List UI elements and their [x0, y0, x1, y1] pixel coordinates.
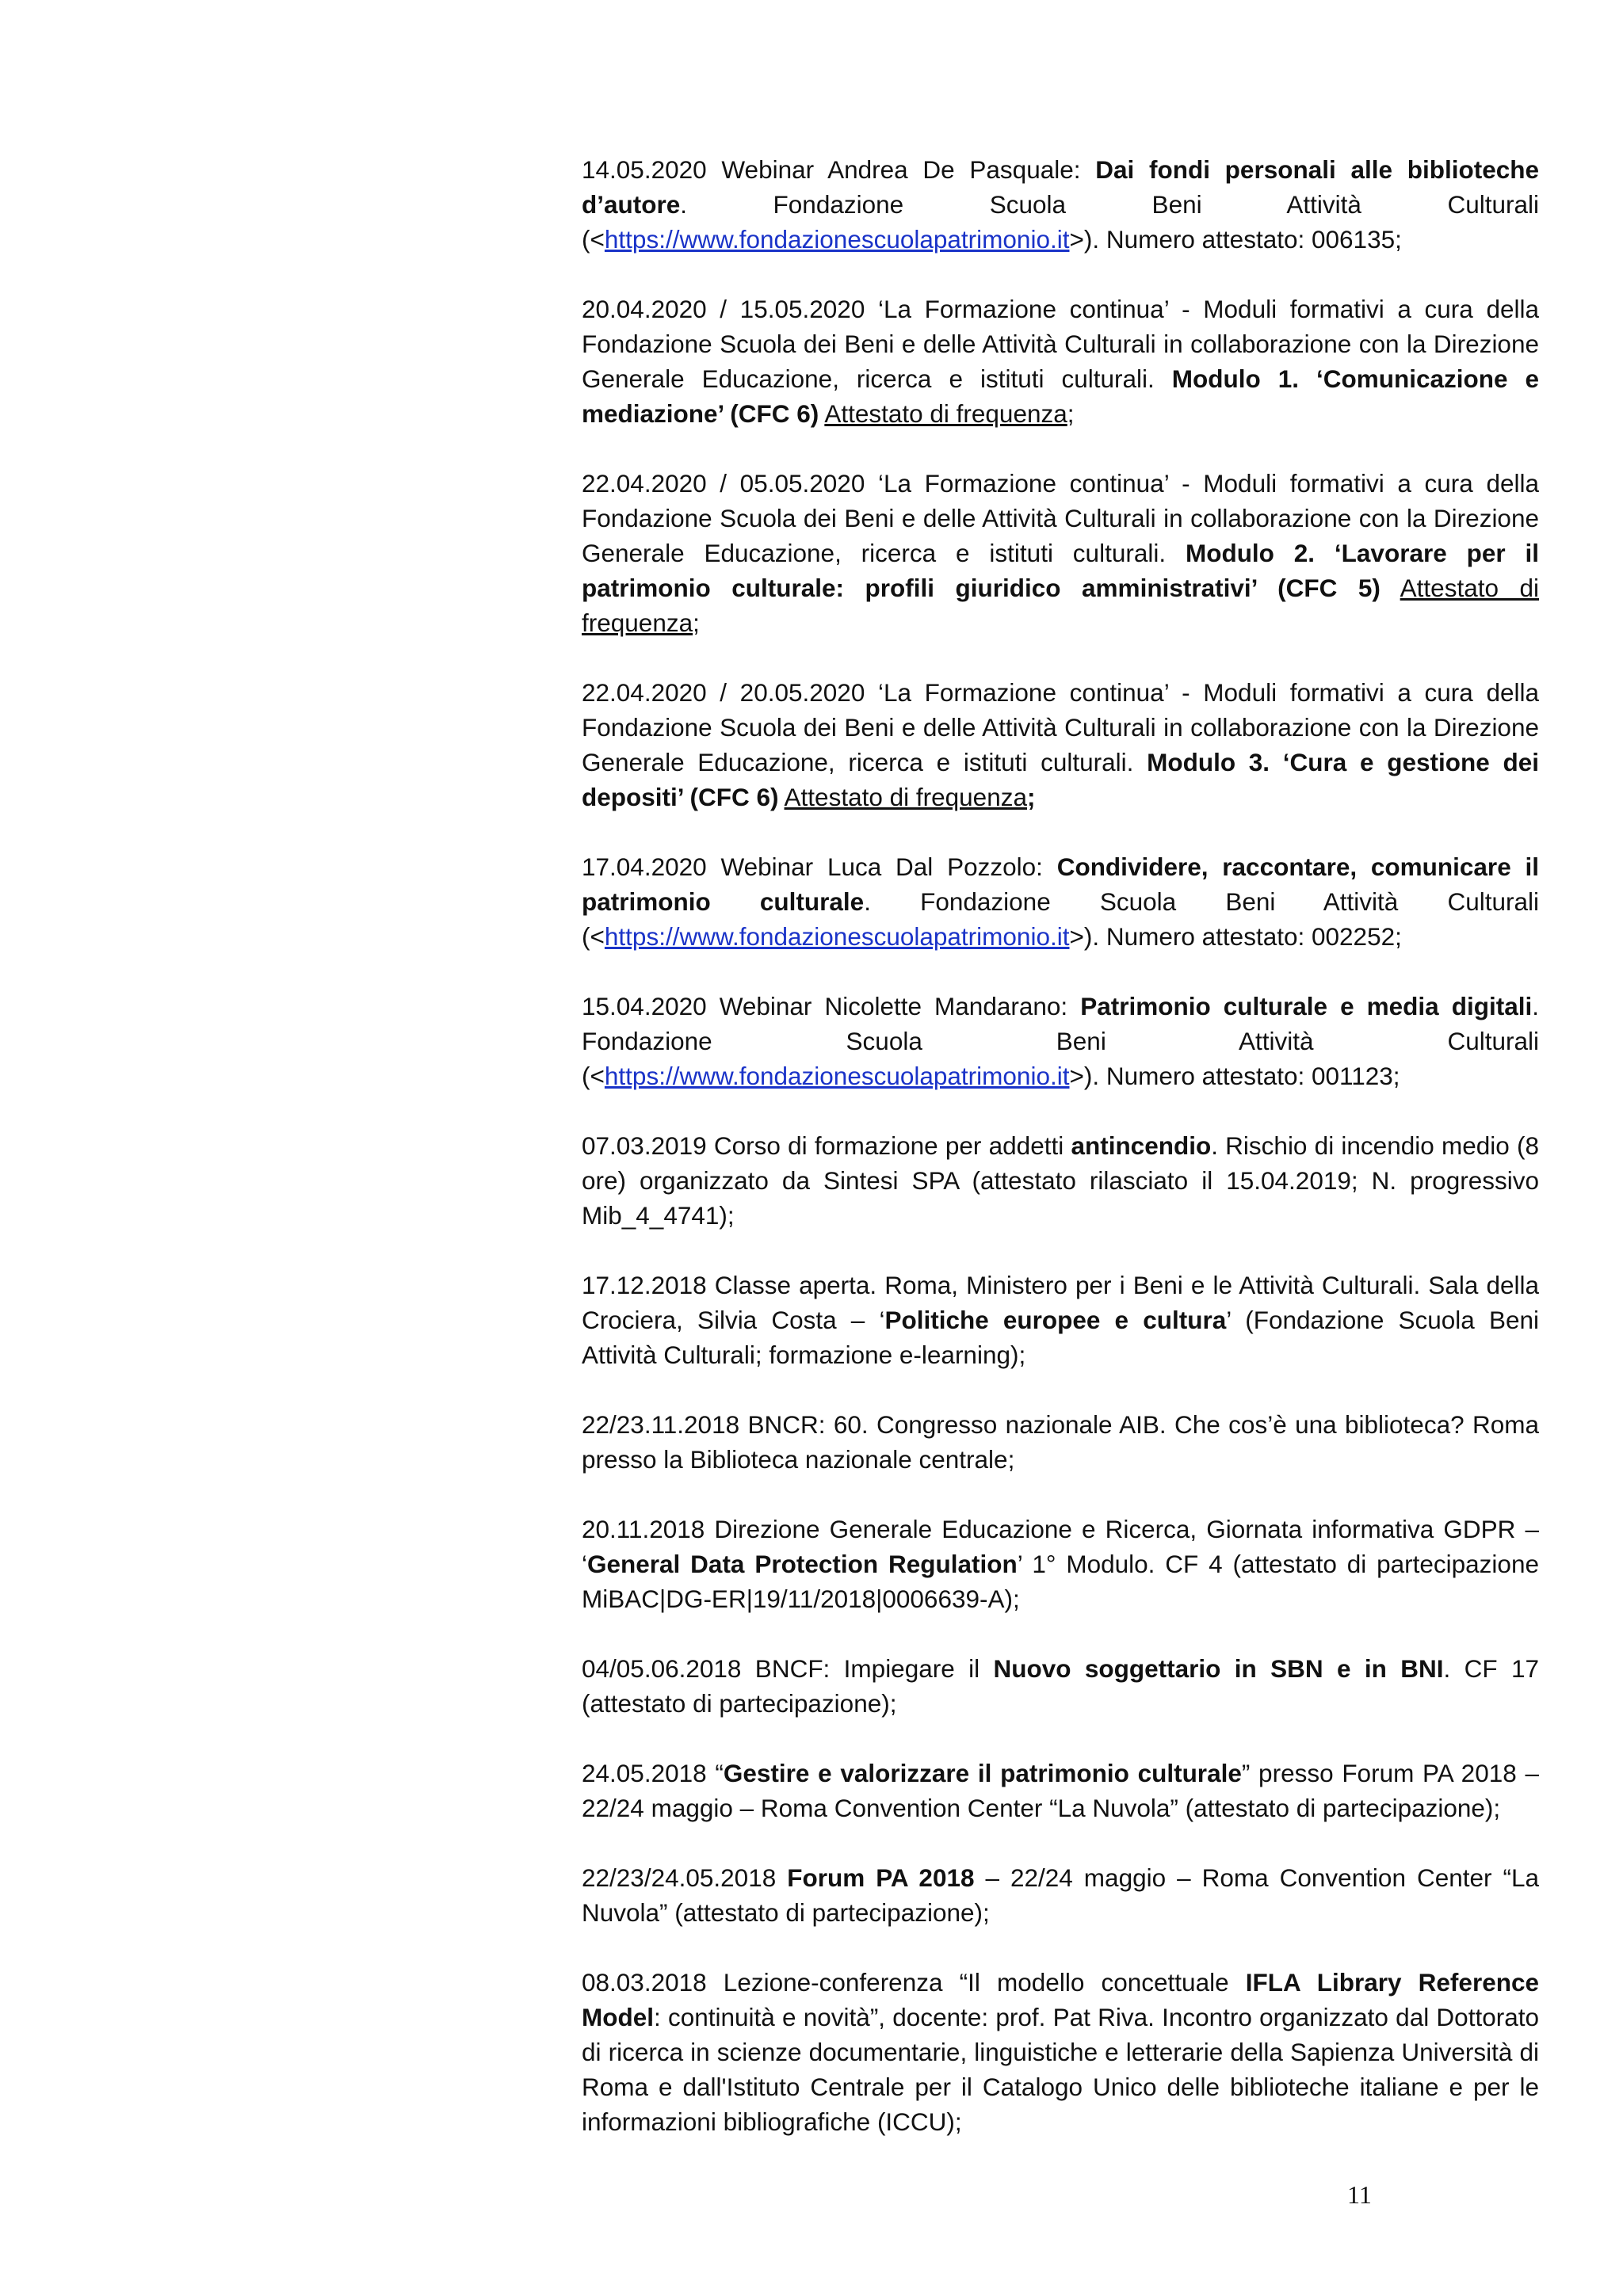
training-entry	[582, 152, 1539, 257]
bold-text: Modulo 3. ‘Cura e gestione dei depositi’ (CFC 6)	[582, 748, 1539, 811]
entry-text: . Fondazione Scuola Beni Attività Culturali (	[582, 887, 1539, 951]
entry-text	[779, 783, 785, 811]
bold-text: Modulo 2. ‘Lavorare per il patrimonio culturale: profili giuridico amministrativi’ (CFC 5)	[582, 539, 1539, 602]
training-list	[582, 152, 1539, 2174]
training-entry	[582, 1512, 1539, 1616]
training-entry	[582, 675, 1539, 814]
bold-text: Nuovo soggettario in SBN e in BNI	[993, 1654, 1444, 1683]
bold-text: Gestire e valorizzare il patrimonio culturale	[723, 1759, 1242, 1787]
bold-text: Dai fondi personali alle biblioteche d’autore	[582, 155, 1539, 219]
entry-text: 08.03.2018 Lezione-conferenza “Il modello concettuale	[582, 1968, 1246, 1997]
entry-text: . Rischio di incendio medio (8 ore) organizzato da Sintesi SPA (attestato rilasciato il 15.04.2019; N. progressivo Mib_4_4741);	[582, 1131, 1539, 1230]
entry-text: >). Numero attestato: 002252;	[1069, 922, 1402, 951]
entry-text: 15.04.2020 Webinar Nicolette Mandarano:	[582, 992, 1081, 1020]
entry-text: 14.05.2020 Webinar Andrea De Pasquale:	[582, 155, 1096, 184]
entry-text: 22/23.11.2018 BNCR: 60. Congresso nazionale AIB. Che cos’è una biblioteca? Roma presso la Biblioteca nazionale centrale;	[582, 1410, 1539, 1474]
entry-text: ’ (Fondazione Scuola Beni Attività Culturali; formazione e-learning);	[582, 1306, 1539, 1369]
entry-text: ’ 1° Modulo. CF 4 (attestato di partecipazione MiBAC|DG-ER|19/11/2018|0006639-A);	[582, 1550, 1539, 1613]
bold-text: Forum PA 2018	[787, 1863, 975, 1892]
website-link[interactable]: https://www.fondazionescuolapatrimonio.it	[604, 1062, 1070, 1090]
entry-text: . CF 17 (attestato di partecipazione);	[582, 1654, 1539, 1718]
training-entry	[582, 1756, 1539, 1825]
entry-text: 17.12.2018 Classe aperta. Roma, Ministero per i Beni e le Attività Culturali. Sala della Crociera, Silvia Costa – ‘	[582, 1271, 1539, 1334]
training-entry	[582, 989, 1539, 1093]
bold-text: Modulo 1. ‘Comunicazione e mediazione’ (CFC 6)	[582, 364, 1539, 428]
entry-text: 07.03.2019 Corso di formazione per addetti	[582, 1131, 1071, 1160]
entry-text: <	[590, 922, 605, 951]
training-entry	[582, 1860, 1539, 1930]
training-entry	[582, 292, 1539, 431]
training-entry	[582, 1965, 1539, 2139]
entry-text: 22.04.2020 / 20.05.2020 ‘La Formazione continua’ - Moduli formativi a cura della Fondazione Scuola dei Beni e delle Attività Culturali in collaborazione con la Direzione Generale Educazione, ricerca e istituti culturali.	[582, 678, 1539, 776]
entry-text: : continuità e novità”, docente: prof. Pat Riva. Incontro organizzato dal Dottorato di ricerca in scienze documentarie, linguistiche e letterarie della Sapienza Università di Roma e dall'Istituto Centrale per il Catalogo Unico delle biblioteche italiane e per le informazioni bibliografiche (ICCU);	[582, 2003, 1539, 2136]
underlined-text: Attestato di frequenza	[824, 399, 1067, 428]
bold-text: IFLA Library Reference Model	[582, 1968, 1539, 2031]
bold-text: Politiche europee e cultura	[884, 1306, 1227, 1334]
bold-text: Patrimonio culturale e media digitali	[1080, 992, 1533, 1020]
entry-text: 04/05.06.2018 BNCF: Impiegare il	[582, 1654, 994, 1683]
entry-text: 24.05.2018 “	[582, 1759, 724, 1787]
entry-text: 17.04.2020 Webinar Luca Dal Pozzolo:	[582, 852, 1057, 881]
entry-text	[1381, 574, 1400, 602]
entry-text: <	[590, 225, 605, 254]
entry-text: ;	[1067, 399, 1075, 428]
entry-text: <	[590, 1062, 605, 1090]
entry-text: 20.11.2018 Direzione Generale Educazione e Ricerca, Giornata informativa GDPR – ‘	[582, 1515, 1539, 1578]
training-entry	[582, 1128, 1539, 1233]
website-link[interactable]: https://www.fondazionescuolapatrimonio.it	[604, 225, 1070, 254]
bold-text: antincendio	[1071, 1131, 1212, 1160]
training-entry	[582, 1651, 1539, 1721]
entry-text: >). Numero attestato: 001123;	[1069, 1062, 1400, 1090]
website-link[interactable]: https://www.fondazionescuolapatrimonio.it	[604, 922, 1070, 951]
entry-text: . Fondazione Scuola Beni Attività Culturali (	[582, 190, 1539, 254]
entry-text: 22/23/24.05.2018	[582, 1863, 788, 1892]
training-entry	[582, 1407, 1539, 1477]
bold-text: ;	[1026, 783, 1036, 811]
training-entry	[582, 849, 1539, 954]
entry-text: 22.04.2020 / 05.05.2020 ‘La Formazione continua’ - Moduli formativi a cura della Fondazione Scuola dei Beni e delle Attività Culturali in collaborazione con la Direzione Generale Educazione, ricerca e istituti culturali.	[582, 469, 1539, 567]
bold-text: Condividere, raccontare, comunicare il patrimonio culturale	[582, 852, 1539, 916]
entry-text: ;	[693, 608, 700, 637]
entry-text: – 22/24 maggio – Roma Convention Center “La Nuvola” (attestato di partecipazione);	[582, 1863, 1540, 1927]
entry-text: ” presso Forum PA 2018 – 22/24 maggio – Roma Convention Center “La Nuvola” (attestato di partecipazione);	[582, 1759, 1539, 1822]
underlined-text: Attestato di frequenza	[784, 783, 1027, 811]
bold-text: General Data Protection Regulation	[587, 1550, 1018, 1578]
entry-text: >). Numero attestato: 006135;	[1069, 225, 1402, 254]
underlined-text: Attestato di frequenza	[582, 574, 1540, 637]
page-number: 11	[1347, 2180, 1372, 2209]
entry-text: . Fondazione Scuola Beni Attività Culturali (	[582, 992, 1539, 1090]
training-entry	[582, 466, 1539, 640]
entry-text: 20.04.2020 / 15.05.2020 ‘La Formazione continua’ - Moduli formativi a cura della Fondazione Scuola dei Beni e delle Attività Culturali in collaborazione con la Direzione Generale Educazione, ricerca e istituti culturali.	[582, 295, 1539, 393]
training-entry	[582, 1268, 1539, 1372]
